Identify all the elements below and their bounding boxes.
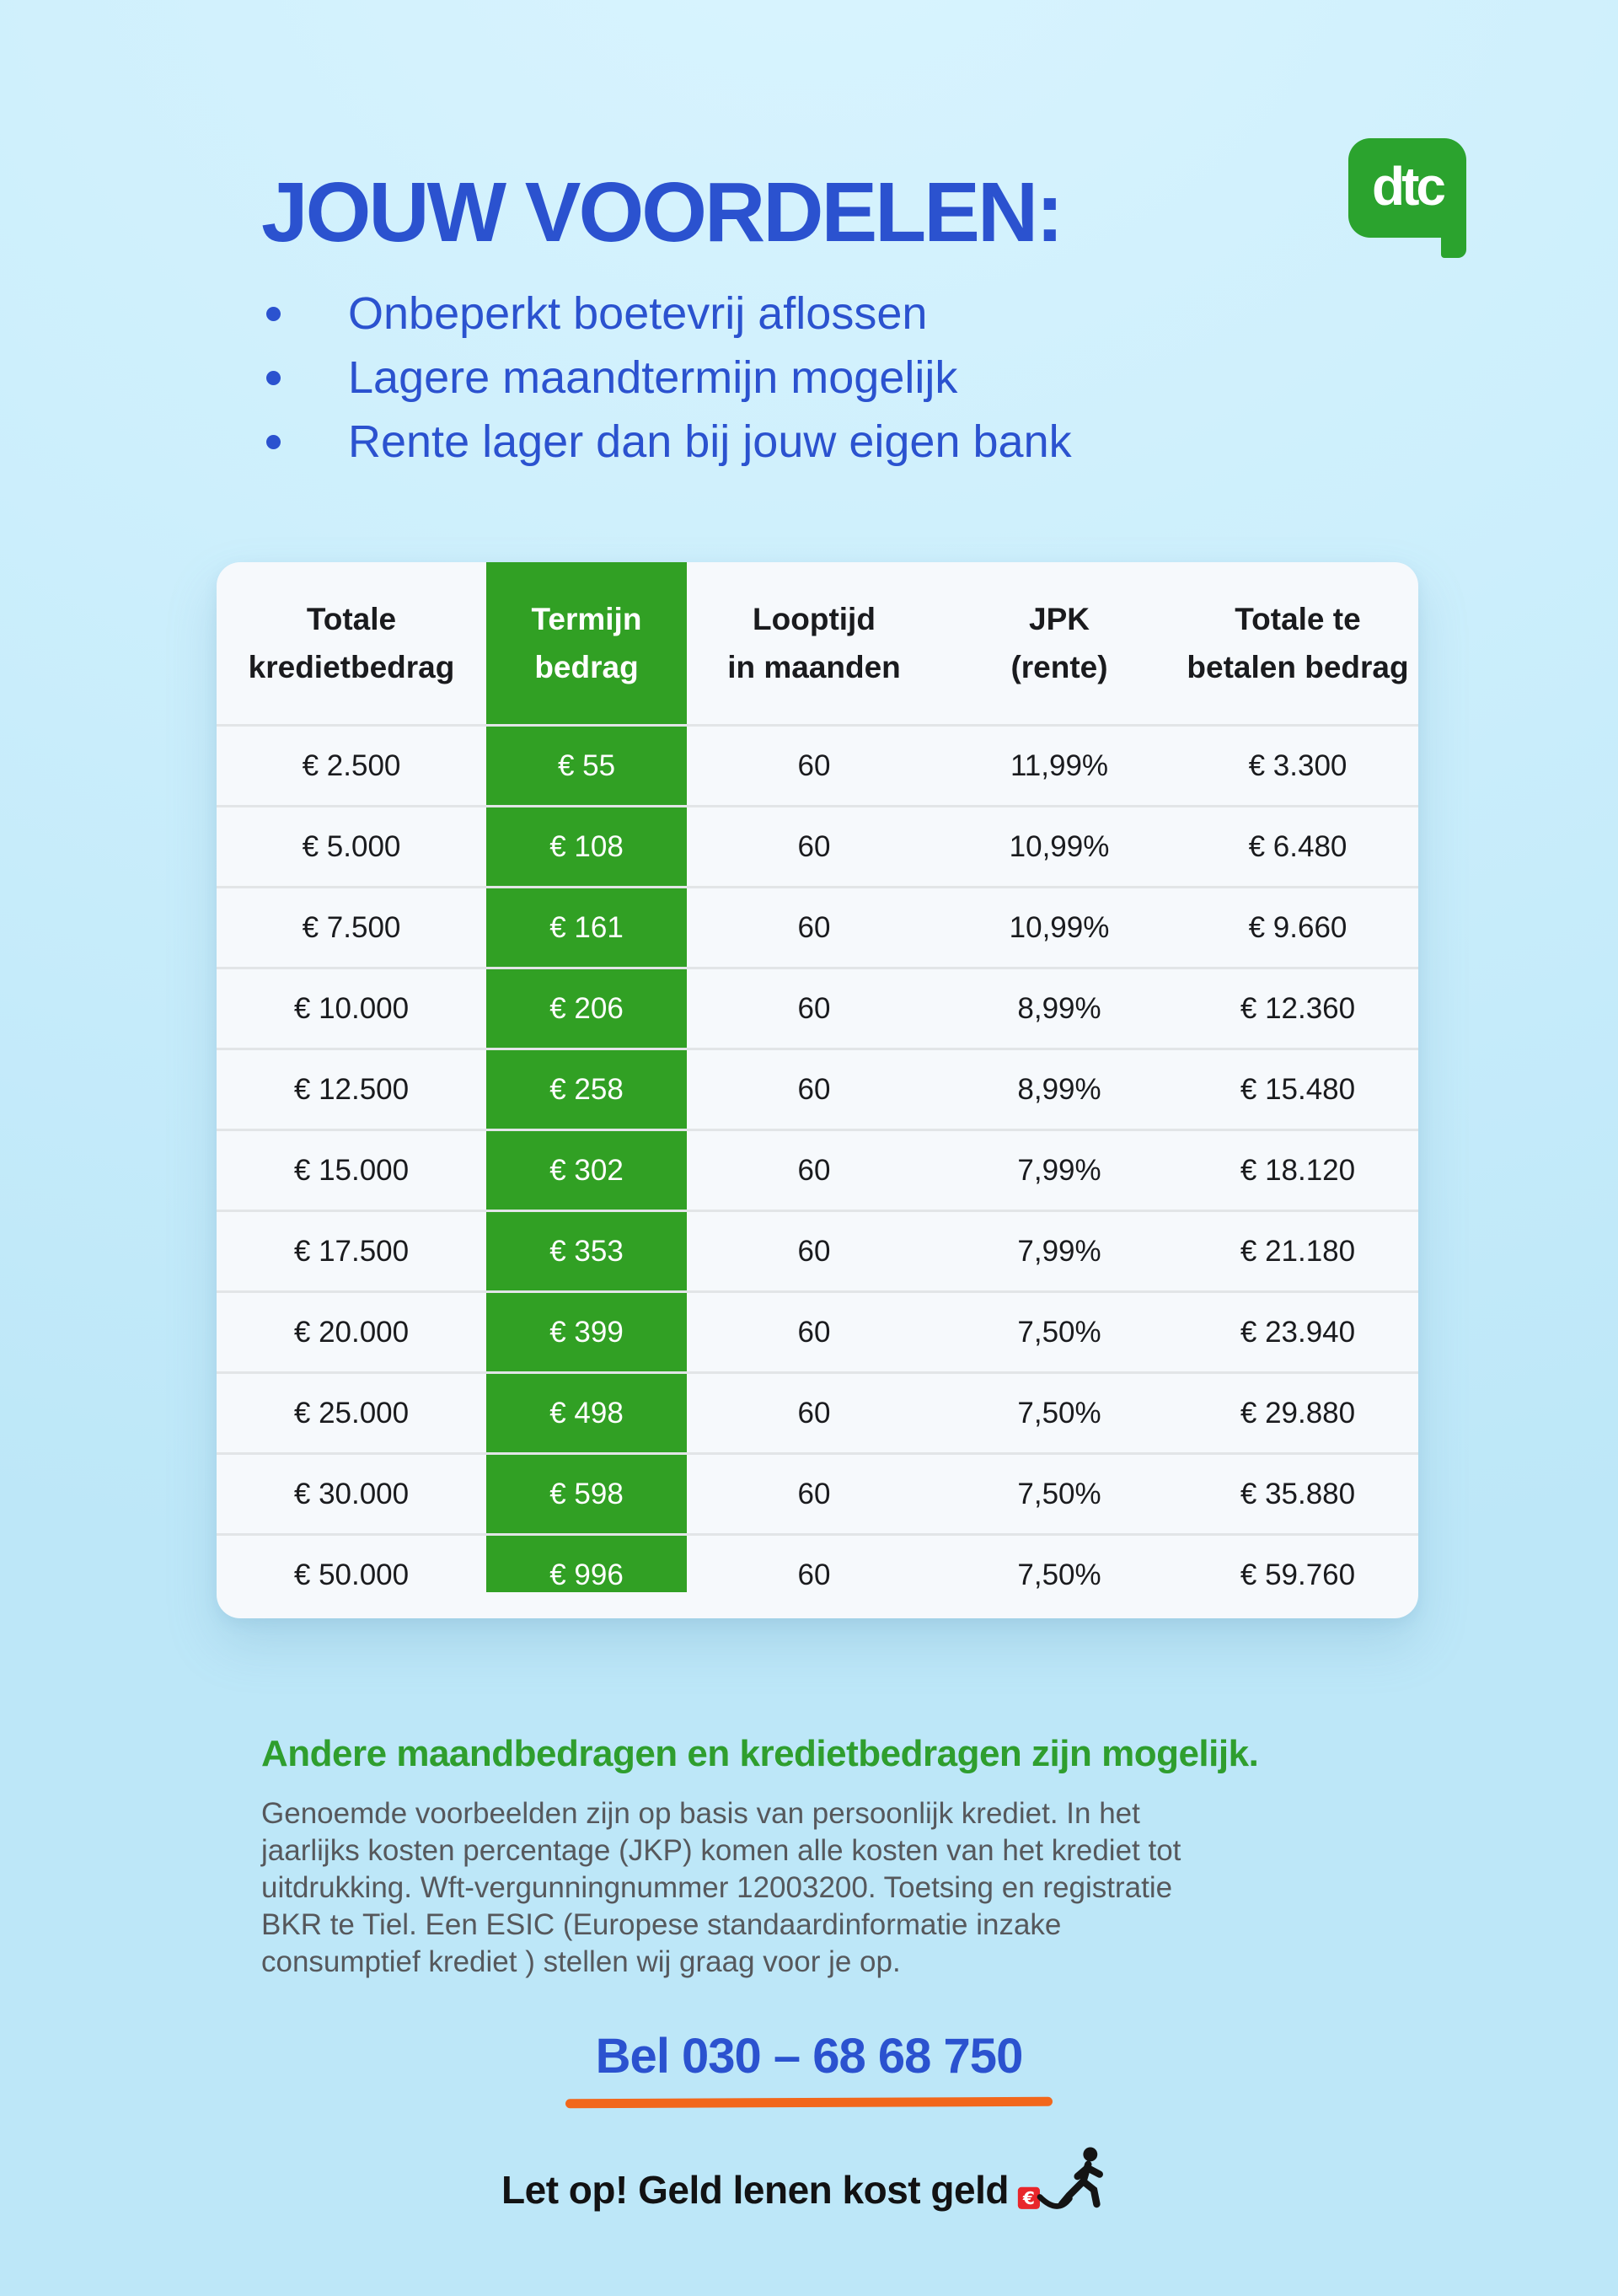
duration-months: 60 <box>797 1477 831 1510</box>
term-amount: € 996 <box>486 1536 687 1592</box>
jkp-rate: 7,50% <box>1017 1396 1101 1430</box>
note-line: uitdrukking. Wft-vergunningnummer 12003200. Toetsing en registratie <box>261 1871 1173 1904</box>
bullet-dot-icon <box>266 435 281 449</box>
term-amount: € 258 <box>486 1050 687 1129</box>
term-amount: € 302 <box>486 1131 687 1210</box>
money-ball-chain-icon <box>1017 2143 1117 2220</box>
dtc-logo-speech-tab <box>1441 221 1466 258</box>
header-total-credit: Totale kredietbedrag <box>248 602 455 684</box>
jkp-rate: 7,50% <box>1017 1558 1101 1591</box>
benefit-text: Onbeperkt boetevrij aflossen <box>348 288 928 339</box>
total-payable: € 23.940 <box>1240 1315 1356 1349</box>
term-amount: € 353 <box>486 1212 687 1290</box>
table-row <box>217 886 1418 967</box>
jkp-rate: 10,99% <box>1009 829 1110 863</box>
warning-text: Let op! Geld lenen kost geld <box>501 2168 1009 2212</box>
benefit-text: Lagere maandtermijn mogelijk <box>348 352 958 403</box>
dtc-logo <box>1348 138 1466 238</box>
duration-months: 60 <box>797 1315 831 1349</box>
total-payable: € 35.880 <box>1240 1477 1356 1510</box>
note-line: consumptief krediet ) stellen wij graag voor je op. <box>261 1945 901 1978</box>
duration-months: 60 <box>797 991 831 1025</box>
duration-months: 60 <box>797 1558 831 1591</box>
orange-underline <box>565 2097 1053 2109</box>
credit-amount: € 25.000 <box>293 1396 410 1430</box>
table-row <box>217 1371 1418 1452</box>
note-line: jaarlijks kosten percentage (JKP) komen alle kosten van het krediet tot <box>261 1834 1181 1867</box>
term-amount: € 161 <box>486 888 687 967</box>
note-line: Genoemde voorbeelden zijn op basis van persoonlijk krediet. In het <box>261 1797 1140 1830</box>
jkp-rate: 7,99% <box>1017 1153 1101 1187</box>
benefit-item <box>266 290 1072 337</box>
jkp-rate: 11,99% <box>1010 748 1109 782</box>
credit-amount: € 12.500 <box>293 1072 410 1106</box>
table-row <box>217 805 1418 886</box>
table-row <box>217 1533 1418 1618</box>
duration-months: 60 <box>797 748 831 782</box>
jkp-rate: 8,99% <box>1017 991 1101 1025</box>
term-amount: € 498 <box>486 1374 687 1452</box>
duration-months: 60 <box>797 1153 831 1187</box>
jkp-rate: 7,50% <box>1017 1477 1101 1510</box>
total-payable: € 15.480 <box>1240 1072 1356 1106</box>
note-heading: Andere maandbedragen en kredietbedragen zijn mogelijk. <box>261 1733 1259 1774</box>
jkp-rate: 7,99% <box>1017 1234 1101 1268</box>
credit-amount: € 15.000 <box>293 1153 410 1187</box>
total-payable: € 29.880 <box>1240 1396 1356 1430</box>
table-row <box>217 1048 1418 1129</box>
total-payable: € 3.300 <box>1248 748 1347 782</box>
phone-number: Bel 030 – 68 68 750 <box>595 2029 1023 2084</box>
total-payable: € 21.180 <box>1240 1234 1356 1268</box>
table-row <box>217 967 1418 1048</box>
header-duration: Looptijd in maanden <box>727 602 901 684</box>
header-total-payable: Totale te betalen bedrag <box>1187 602 1409 684</box>
phone-block <box>0 2028 1618 2107</box>
table-row <box>217 1210 1418 1290</box>
total-payable: € 12.360 <box>1240 991 1356 1025</box>
credit-amount: € 5.000 <box>302 829 401 863</box>
table-row <box>217 1290 1418 1371</box>
credit-amount: € 30.000 <box>293 1477 410 1510</box>
credit-amount: € 10.000 <box>293 991 410 1025</box>
total-payable: € 18.120 <box>1240 1153 1356 1187</box>
term-amount: € 598 <box>486 1455 687 1533</box>
credit-amount: € 2.500 <box>302 748 401 782</box>
total-payable: € 59.760 <box>1240 1558 1356 1591</box>
benefit-text: Rente lager dan bij jouw eigen bank <box>348 416 1072 467</box>
table-row <box>217 724 1418 805</box>
note-body <box>261 1795 1181 1981</box>
benefits-list <box>266 290 1072 482</box>
credit-amount: € 7.500 <box>302 910 401 944</box>
bullet-dot-icon <box>266 307 281 321</box>
credit-amount: € 20.000 <box>293 1315 410 1349</box>
euro-symbol: € <box>1022 2187 1035 2208</box>
jkp-rate: 10,99% <box>1009 910 1110 944</box>
duration-months: 60 <box>797 1234 831 1268</box>
benefit-item <box>266 354 1072 401</box>
total-payable: € 9.660 <box>1248 910 1347 944</box>
term-amount: € 399 <box>486 1293 687 1371</box>
table-row <box>217 1129 1418 1210</box>
term-amount: € 108 <box>486 807 687 886</box>
duration-months: 60 <box>797 1072 831 1106</box>
dtc-logo-text: dtc <box>1372 156 1443 217</box>
table-header-row <box>217 562 1418 724</box>
rates-table-card <box>217 562 1418 1618</box>
term-amount: € 55 <box>486 727 687 805</box>
total-payable: € 6.480 <box>1248 829 1347 863</box>
benefit-item <box>266 418 1072 465</box>
jkp-rate: 7,50% <box>1017 1315 1101 1349</box>
credit-amount: € 17.500 <box>293 1234 410 1268</box>
page-title: JOUW VOORDELEN: <box>261 165 1062 260</box>
header-term-amount: Termijn bedrag <box>486 562 687 724</box>
duration-months: 60 <box>797 829 831 863</box>
bullet-dot-icon <box>266 371 281 385</box>
duration-months: 60 <box>797 910 831 944</box>
duration-months: 60 <box>797 1396 831 1430</box>
credit-amount: € 50.000 <box>293 1558 410 1591</box>
table-row <box>217 1452 1418 1533</box>
note-line: BKR te Tiel. Een ESIC (Europese standaardinformatie inzake <box>261 1908 1062 1941</box>
header-jkp: JPK (rente) <box>1010 602 1108 684</box>
jkp-rate: 8,99% <box>1017 1072 1101 1106</box>
term-amount: € 206 <box>486 969 687 1048</box>
credit-warning <box>0 2151 1618 2229</box>
